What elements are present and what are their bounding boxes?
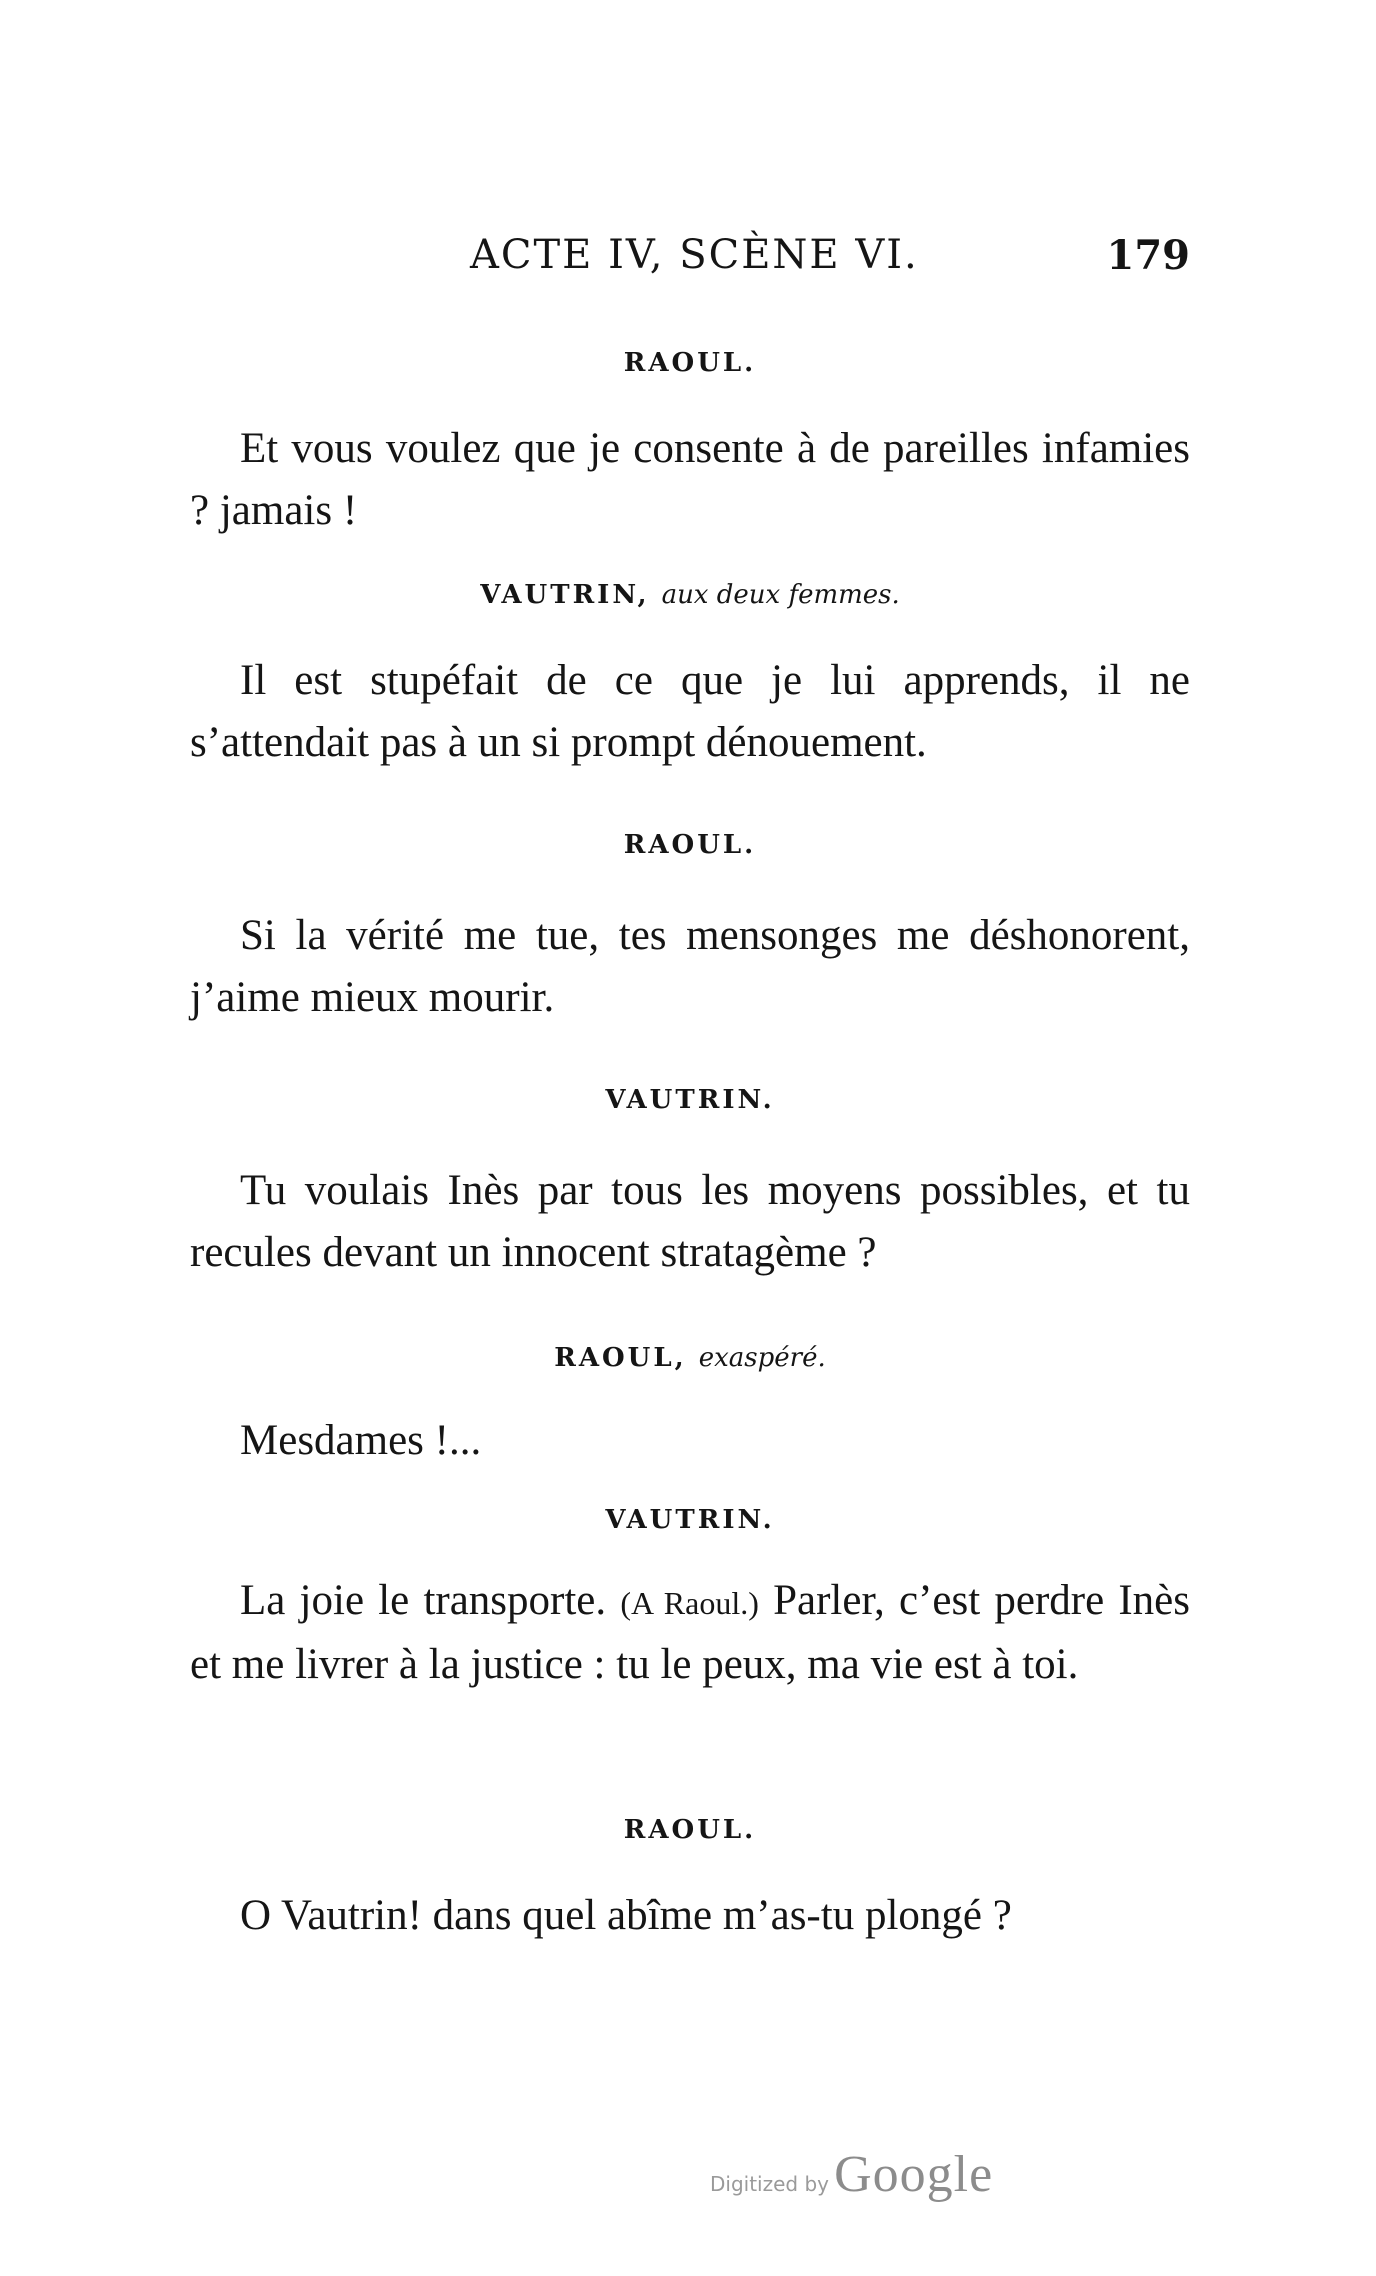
speech-line: Et vous voulez que je consente à de pareilles infamies ? jamais ! [190,425,1190,534]
speech-text [190,905,1190,1029]
speech-text [190,1410,1190,1472]
speech-text [190,418,1190,542]
speech-line: La joie le transporte. [240,1577,607,1624]
speech-line: O Vautrin! dans quel abîme m’as-tu plongé ? [240,1892,1012,1939]
speaker-label [190,830,1190,860]
speaker-label [190,580,1190,610]
speaker-label [190,1343,1190,1373]
speech-line: Si la vérité me tue, tes mensonges me déshonorent, j’aime mieux mourir. [190,912,1190,1021]
speaker-name: RAOUL, [554,1343,687,1373]
speaker-name: RAOUL. [623,348,757,378]
running-header [190,232,1190,292]
header-title: ACTE IV, SCÈNE VI. [470,232,919,278]
speech-text [190,650,1190,774]
speaker-label [190,348,1190,378]
speaker-label [190,1505,1190,1535]
speaker-name: VAUTRIN. [605,1505,775,1535]
google-logo: Google [834,2146,994,2203]
speaker-name: RAOUL. [623,830,757,860]
digitization-watermark [710,2145,993,2205]
aside-direction: (A Raoul.) [620,1585,759,1621]
digitized-by-label: Digitized by [710,2172,829,2196]
speech-line: Mesdames !... [240,1417,482,1464]
speaker-name: VAUTRIN. [605,1085,775,1115]
speaker-label [190,1815,1190,1845]
speaker-name: VAUTRIN, [480,580,650,610]
speaker-name: RAOUL. [623,1815,757,1845]
speech-line: Il est stupéfait de ce que je lui apprends, il ne s’attendait pas à un si prompt dénouement. [190,657,1190,766]
stage-direction: exaspéré. [698,1343,826,1373]
speaker-label [190,1085,1190,1115]
speech-text [190,1570,1190,1696]
speech-text [190,1885,1190,1947]
speech-line: Tu voulais Inès par tous les moyens possibles, et tu recules devant un innocent stratagème ? [190,1167,1190,1276]
speech-line: Parler, c’est perdre Inès et me livrer à la justice : tu le peux, ma vie est à toi. [190,1577,1191,1688]
stage-direction: aux deux femmes. [661,580,900,610]
page-number: 179 [1106,232,1190,279]
speech-text [190,1160,1190,1284]
